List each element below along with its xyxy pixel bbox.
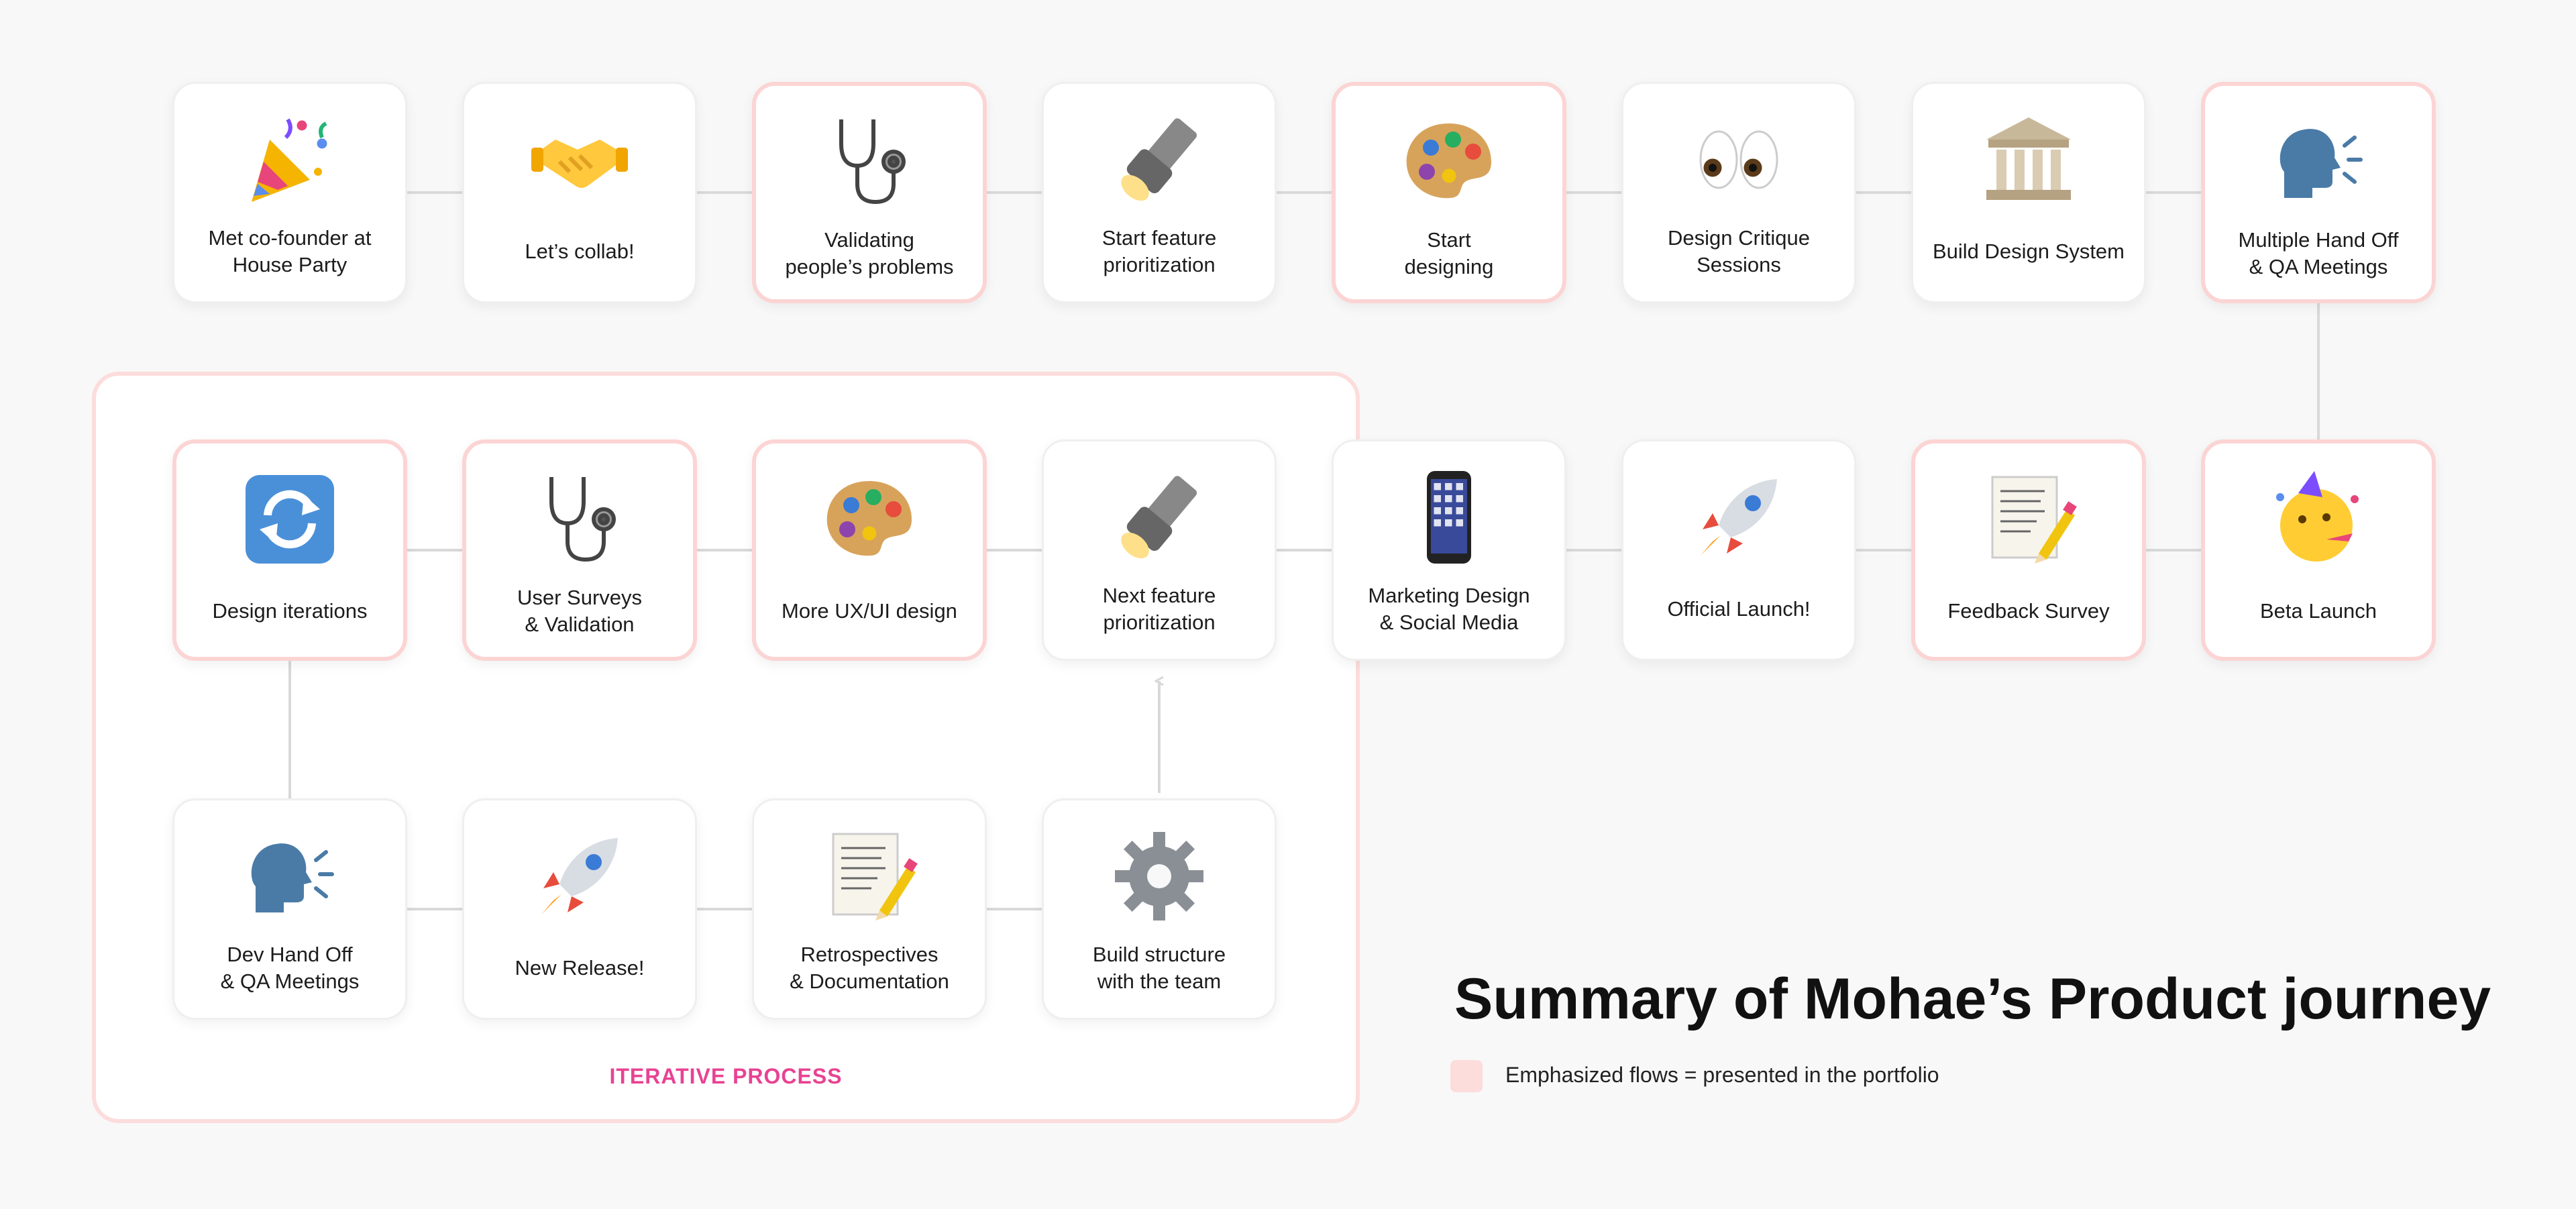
journey-step (2201, 82, 2436, 303)
memo-icon (1915, 469, 2142, 570)
rocket-icon (464, 826, 695, 927)
journey-step (1332, 82, 1566, 303)
journey-step-label: Let’s collab! (525, 240, 635, 263)
speaking-head-icon (174, 826, 405, 927)
journey-step-label: Design iterations (212, 599, 368, 623)
journey-step-label: User Surveys & Validation (517, 586, 643, 636)
journey-step-label: Multiple Hand Off & QA Meetings (2238, 228, 2399, 278)
flashlight-icon (1044, 109, 1275, 210)
legend-text: Emphasized flows = presented in the portfolio (1505, 1063, 1939, 1087)
journey-step-label: Build structure with the team (1092, 943, 1226, 993)
journey-step-label: Beta Launch (2259, 599, 2377, 623)
journey-step (1621, 82, 1856, 303)
gear-icon (1044, 826, 1275, 927)
arrows-cycle-icon (176, 469, 403, 570)
partying-face-icon (2205, 469, 2432, 570)
stethoscope-icon (466, 469, 693, 570)
journey-step (1332, 439, 1566, 661)
journey-step (462, 82, 697, 303)
journey-step-label: Validating people’s problems (785, 228, 954, 278)
diagram-title: Summary of Mohae’s Product journey (1454, 967, 2491, 1031)
stethoscope-icon (756, 111, 983, 212)
journey-step (172, 439, 407, 661)
iterative-process-label: ITERATIVE PROCESS (609, 1064, 843, 1088)
journey-step (172, 798, 407, 1020)
journey-step-label: Marketing Design & Social Media (1368, 584, 1530, 634)
party-popper-icon (174, 109, 405, 210)
palette-icon (756, 469, 983, 570)
legend-swatch (1450, 1060, 1483, 1092)
journey-step (2201, 439, 2436, 661)
journey-step-label: Next feature prioritization (1102, 584, 1216, 634)
classical-building-icon (1913, 109, 2144, 210)
memo-icon (754, 826, 985, 927)
journey-step-label: Start designing (1404, 228, 1494, 278)
journey-step (752, 439, 987, 661)
journey-step-label: Design Critique Sessions (1668, 226, 1810, 276)
journey-step-label: Build Design System (1932, 240, 2125, 263)
speaking-head-icon (2205, 111, 2432, 212)
journey-step-label: Met co-founder at House Party (208, 226, 372, 276)
journey-step (1042, 798, 1277, 1020)
journey-step-label: Feedback Survey (1947, 599, 2110, 623)
journey-step (1042, 82, 1277, 303)
journey-step (752, 798, 987, 1020)
journey-step-label: New Release! (515, 956, 645, 980)
handshake-icon (464, 109, 695, 210)
mobile-phone-icon (1334, 467, 1564, 568)
palette-icon (1336, 111, 1562, 212)
journey-step (1042, 439, 1277, 661)
rocket-icon (1623, 467, 1854, 568)
journey-step-label: Retrospectives & Documentation (790, 943, 949, 993)
journey-step (752, 82, 987, 303)
flashlight-icon (1044, 467, 1275, 568)
journey-step (462, 439, 697, 661)
journey-step-label: Start feature prioritization (1102, 226, 1217, 276)
journey-step (1911, 82, 2146, 303)
journey-step (1621, 439, 1856, 661)
journey-step (172, 82, 407, 303)
journey-step-label: Dev Hand Off & QA Meetings (220, 943, 360, 993)
journey-step-label: Official Launch! (1667, 597, 1811, 621)
journey-step-label: More UX/UI design (782, 599, 957, 623)
journey-step (462, 798, 697, 1020)
eyes-icon (1623, 109, 1854, 210)
journey-step (1911, 439, 2146, 661)
